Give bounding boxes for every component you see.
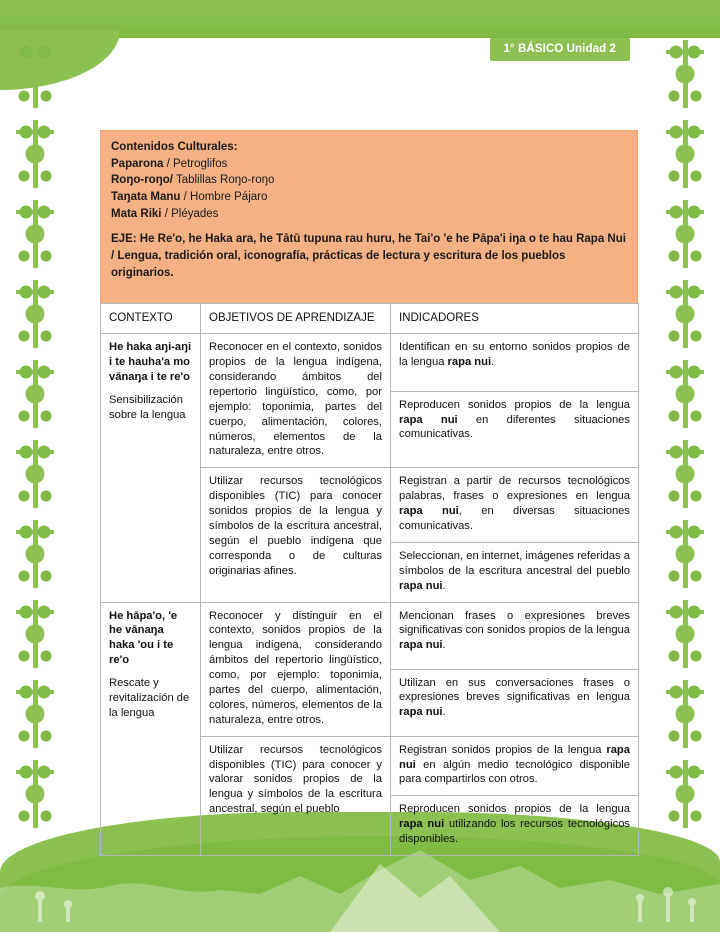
unit-badge: 1° BÁSICO Unidad 2 xyxy=(490,38,630,61)
indicator-cell xyxy=(391,542,639,602)
indicator-term: rapa nui xyxy=(399,706,443,719)
cultural-gloss: Hombre Pájaro xyxy=(190,191,268,204)
indicator-cell xyxy=(391,391,639,468)
objective-cell: Utilizar recursos tecnológicos disponibles (TIC) para conocer sonidos propios de la lengua y símbolos de la escritura ancestral, según el pueblo indígena que corresponda o de culturas originarias afines. xyxy=(201,468,391,602)
indicator-text: Seleccionan, en internet, imágenes referidas a símbolos de la escritura ancestral del pueblo xyxy=(399,549,630,577)
eje-line xyxy=(111,231,627,281)
objective-cell: Reconocer y distinguir en el contexto, sonidos propios de la lengua indígena, considerando ámbitos del repertorio lingüístico, como, por ejemplo: toponimia, partes del cuerpo, alimentación, colores, números, elementos de la naturaleza, entre otros. xyxy=(201,602,391,736)
table-row xyxy=(101,334,639,392)
context-cell xyxy=(101,602,201,855)
objective-cell: Reconocer en el contexto, sonidos propios de la lengua indígena, considerando ámbitos del repertorio lingüístico, como, por ejemplo: toponimia, partes del cuerpo, alimentación, colores, números, elementos de la naturaleza, entre otros. xyxy=(201,334,391,468)
indicator-text-end: utilizando los recursos tecnológicos disponibles. xyxy=(399,818,631,846)
context-subtitle: Rescate y revitalización de la lengua xyxy=(109,677,190,719)
indicator-cell xyxy=(391,796,639,856)
cultural-contents-title: Contenidos Culturales: xyxy=(111,141,238,153)
indicator-text-end: , en diversas situaciones comunicativas. xyxy=(399,505,630,532)
table-header-row xyxy=(101,303,639,333)
indicator-term: rapa nui xyxy=(399,579,443,592)
column-header-objetivos: OBJETIVOS DE APRENDIZAJE xyxy=(201,303,391,333)
indicator-cell xyxy=(391,334,639,392)
indicator-text: Reproducen sonidos propios de la lengua xyxy=(399,398,630,411)
indicator-text-end: . xyxy=(442,579,446,592)
indicator-text-end: en diferentes situaciones comunicativas. xyxy=(399,413,630,441)
cultural-term: Taŋata Manu xyxy=(111,191,181,204)
cultural-separator: / xyxy=(161,207,172,220)
indicator-text-end: . xyxy=(491,356,495,369)
indicator-cell xyxy=(391,736,639,796)
left-decorative-border xyxy=(12,34,58,834)
indicator-text-end: . xyxy=(442,639,446,652)
cultural-term: Paparona xyxy=(111,157,164,170)
indicator-text-end: en algún medio tecnológico disponible para compartirlos con otros. xyxy=(399,758,630,786)
column-header-contexto: CONTEXTO xyxy=(101,303,201,333)
context-title: He hāpa'o, 'e he vānaŋa haka 'ou i te re'o xyxy=(109,609,178,667)
context-cell xyxy=(101,334,201,602)
context-subtitle: Sensibilización sobre la lengua xyxy=(109,393,186,421)
indicator-term: rapa nui xyxy=(447,356,492,369)
cultural-gloss: Pléyades xyxy=(171,207,219,220)
indicator-term: rapa nui xyxy=(399,818,445,831)
document-content xyxy=(100,130,638,856)
eje-label: EJE: xyxy=(111,233,137,246)
indicator-text: Mencionan frases o expresiones breves significativas con sonidos propios de la lengua xyxy=(399,609,630,637)
learning-objectives-table xyxy=(100,303,639,856)
indicator-term: rapa nui xyxy=(399,743,630,771)
indicator-term: rapa nui xyxy=(399,413,458,426)
cultural-contents-box xyxy=(100,130,638,304)
right-decorative-border xyxy=(662,34,708,834)
table-row xyxy=(101,602,639,669)
indicator-cell xyxy=(391,602,639,669)
objective-cell: Utilizar recursos tecnológicos disponibles (TIC) para conocer y valorar sonidos propios de la lengua y símbolos de la escritura ancestral, según el pueblo xyxy=(201,736,391,855)
indicator-term: rapa nui xyxy=(399,505,459,518)
indicator-cell xyxy=(391,669,639,736)
cultural-separator: / xyxy=(163,157,174,170)
indicator-text-end: . xyxy=(442,706,446,719)
context-title: He haka aŋi-aŋi i te hauha'a mo vānaŋa i te re'o xyxy=(109,341,192,383)
cultural-term: Mata Riki xyxy=(111,207,162,220)
cultural-item xyxy=(111,189,627,206)
cultural-item xyxy=(111,156,627,173)
cultural-term: Roŋo-roŋo/ xyxy=(111,174,173,187)
cultural-item xyxy=(111,206,627,223)
indicator-text: Reproducen sonidos propios de la lengua xyxy=(399,803,630,816)
indicator-text: Utilizan en sus conversaciones frases o expresiones breves significativas en lengua xyxy=(399,676,630,704)
cultural-gloss: Tablillas Roŋo-roŋo xyxy=(175,174,275,187)
indicator-text: Registran a partir de recursos tecnológicos palabras, frases o expresiones en lengua xyxy=(399,475,630,503)
indicator-text: Registran sonidos propios de la lengua xyxy=(399,743,607,756)
indicator-cell xyxy=(391,468,639,543)
cultural-gloss: Petroglifos xyxy=(173,157,228,170)
cultural-item xyxy=(111,172,627,189)
eje-text: He Re'o, he Haka ara, he Tātū tupuna rau huru, he Tai'o 'e he Pāpa'i iŋa o te hau Rapa Nui / Lengua, tradición oral, iconografía, prácticas de lectura y escritura de los pueblos originarios. xyxy=(111,233,626,279)
indicator-term: rapa nui xyxy=(399,639,443,652)
indicator-text: Identifican en su entorno sonidos propios de la lengua xyxy=(399,341,630,369)
cultural-separator: / xyxy=(180,191,191,204)
column-header-indicadores: INDICADORES xyxy=(391,303,639,333)
